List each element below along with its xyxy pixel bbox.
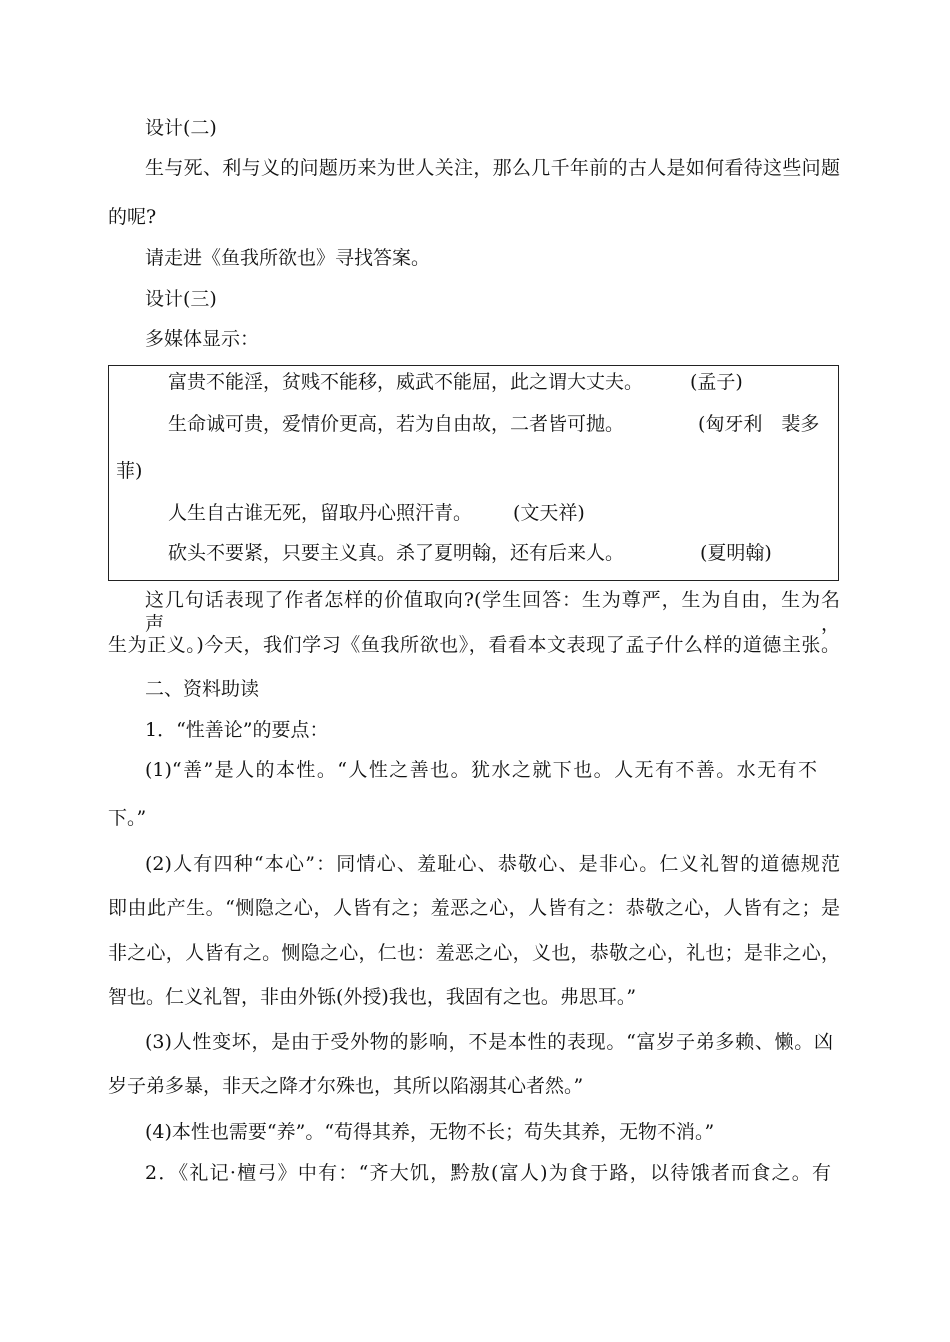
section-heading-design-2: 设计(二) (145, 117, 217, 139)
list-item: (4)本性也需要“养”。“苟得其养，无物不长；苟失其养，无物不消。” (145, 1121, 715, 1143)
subheading: 2．《礼记·檀弓》中有：“齐大饥，黔敖(富人)为食于路，以待饿者而食之。有 (145, 1162, 831, 1184)
quote-source: (孟子) (690, 371, 743, 393)
list-item: (2)人有四种“本心”：同情心、羞耻心、恭敬心、是非心。仁义礼智的道德规范 (145, 853, 840, 875)
quote-text: 人生自古谁无死，留取丹心照汗青。 (168, 502, 473, 524)
paragraph: 生为正义。)今天，我们学习《鱼我所欲也》，看看本文表现了孟子什么样的道德主张。 (108, 634, 840, 656)
list-item: 即由此产生。“恻隐之心，人皆有之；羞恶之心，人皆有之：恭敬之心，人皆有之；是 (108, 897, 840, 919)
quote-source: (匈牙利 裴多 (698, 413, 820, 435)
quote-text: 砍头不要紧，只要主义真。杀了夏明翰，还有后来人。 (168, 542, 625, 564)
section-heading-design-3: 设计(三) (145, 288, 217, 310)
list-item: 岁子弟多暴，非天之降才尔殊也，其所以陷溺其心者然。” (108, 1075, 584, 1097)
paragraph: 多媒体显示： (145, 328, 260, 350)
subheading: 1．“性善论”的要点： (145, 719, 329, 741)
quote-source: (文天祥) (513, 502, 585, 524)
quote-text: 生命诚可贵，爱情价更高，若为自由故，二者皆可抛。 (168, 413, 625, 435)
paragraph: 请走进《鱼我所欲也》寻找答案。 (145, 247, 431, 269)
section-heading: 二、资料助读 (145, 678, 260, 700)
paragraph: 生与死、利与义的问题历来为世人关注，那么几千年前的古人是如何看待这些问题 (145, 157, 840, 179)
quote-source: 菲) (116, 460, 143, 482)
list-item: 下。” (108, 807, 147, 829)
list-item: (1)“善”是人的本性。“人性之善也。犹水之就下也。人无有不善。水无有不 (145, 759, 817, 781)
paragraph: 的呢? (108, 206, 157, 228)
list-item: 智也。仁义礼智，非由外铄(外授)我也，我固有之也。弗思耳。” (108, 986, 637, 1008)
list-item: (3)人性变坏，是由于受外物的影响，不是本性的表现。“富岁子弟多赖、懒。凶 (145, 1031, 833, 1053)
paragraph: 这几句话表现了作者怎样的价值取向?(学生回答：生为尊严，生为自由，生为名声， (145, 589, 840, 635)
quote-source: (夏明翰) (700, 542, 772, 564)
quote-text: 富贵不能淫，贫贱不能移，威武不能屈，此之谓大丈夫。 (168, 371, 644, 393)
list-item: 非之心，人皆有之。恻隐之心，仁也：羞恶之心，义也，恭敬之心，礼也；是非之心， (108, 942, 840, 964)
